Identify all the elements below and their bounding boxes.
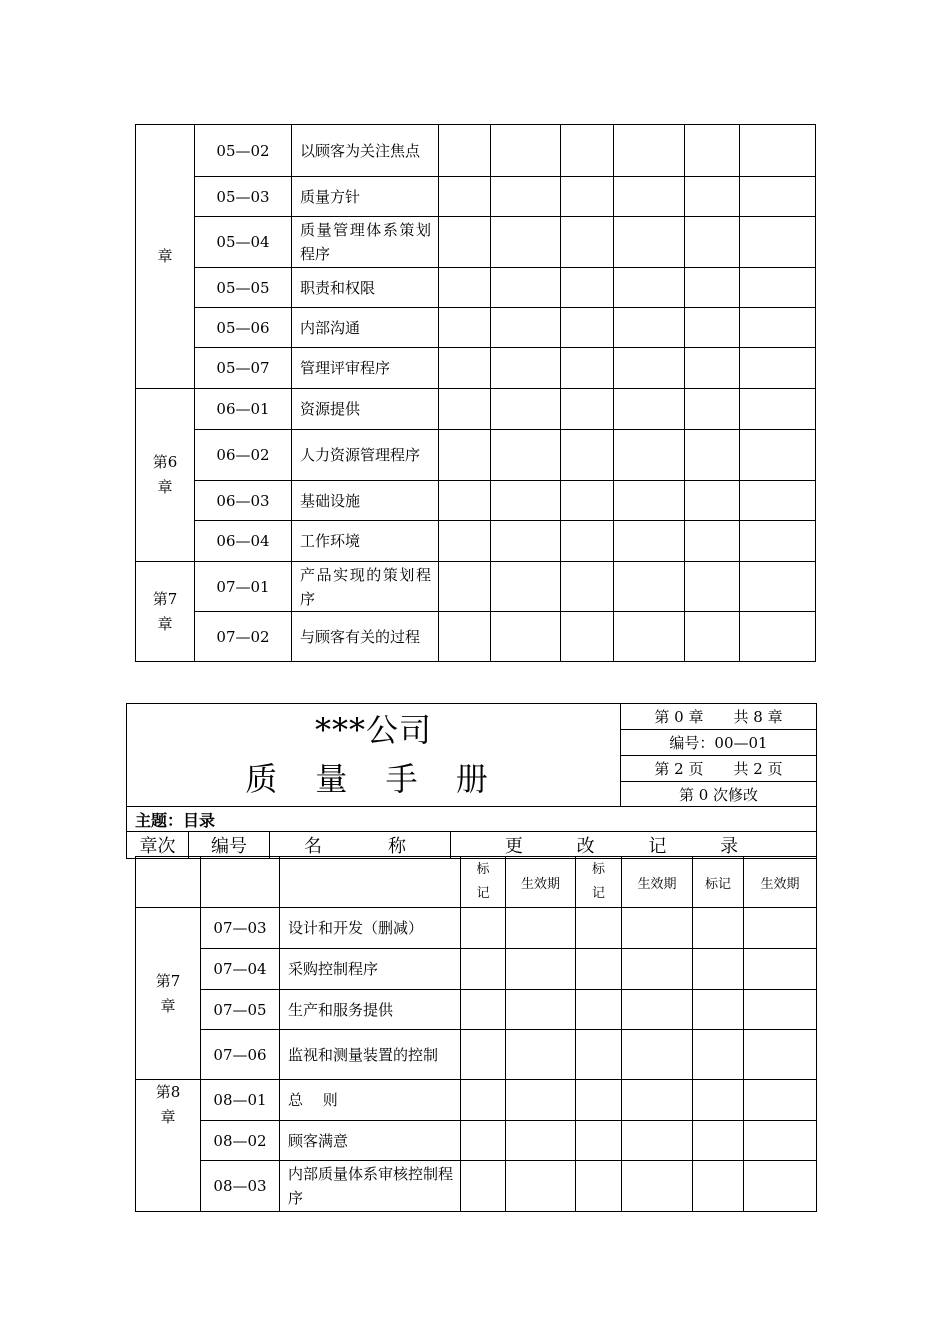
sub-mark-2: 标记 bbox=[576, 857, 622, 908]
name-cell: 设计和开发（删减） bbox=[280, 908, 461, 949]
change-record-cell bbox=[561, 612, 614, 662]
change-record-cell bbox=[491, 430, 561, 481]
change-record-cell bbox=[693, 908, 744, 949]
subject-label: 主题：目录 bbox=[127, 807, 817, 832]
change-record-cell bbox=[614, 268, 685, 308]
table-row bbox=[136, 521, 816, 562]
table-row bbox=[136, 1080, 817, 1121]
change-record-cell bbox=[685, 308, 740, 348]
change-record-cell bbox=[439, 521, 491, 562]
code-cell: 06—01 bbox=[195, 389, 292, 430]
name-cell: 基础设施 bbox=[292, 481, 439, 521]
bottom-contents-table bbox=[135, 856, 817, 1212]
change-record-cell bbox=[622, 1121, 693, 1161]
name-cell: 质量方针 bbox=[292, 177, 439, 217]
code-cell: 07—01 bbox=[195, 562, 292, 612]
table-row bbox=[136, 308, 816, 348]
change-record-cell bbox=[439, 308, 491, 348]
chapter-cell: 第8章 bbox=[136, 1080, 201, 1212]
col-code: 编号 bbox=[189, 832, 270, 859]
chapter-cell: 第6章 bbox=[136, 389, 195, 562]
top-contents-table bbox=[135, 124, 816, 662]
code-cell: 07—04 bbox=[201, 949, 280, 990]
change-record-cell bbox=[614, 430, 685, 481]
change-record-cell bbox=[439, 389, 491, 430]
change-record-cell bbox=[685, 481, 740, 521]
table-row bbox=[136, 1030, 817, 1080]
table-row bbox=[136, 177, 816, 217]
change-record-cell bbox=[622, 908, 693, 949]
change-record-cell bbox=[461, 1161, 506, 1212]
change-record-cell bbox=[685, 348, 740, 389]
change-record-cell bbox=[439, 612, 491, 662]
name-cell: 顾客满意 bbox=[280, 1121, 461, 1161]
code-cell: 07—06 bbox=[201, 1030, 280, 1080]
change-record-cell bbox=[491, 389, 561, 430]
change-record-cell bbox=[439, 177, 491, 217]
sub-date-1: 生效期 bbox=[506, 857, 576, 908]
chapter-cell: 第7章 bbox=[136, 562, 195, 662]
change-record-cell bbox=[614, 125, 685, 177]
change-record-cell bbox=[740, 389, 816, 430]
change-record-cell bbox=[439, 268, 491, 308]
change-record-cell bbox=[561, 389, 614, 430]
code-cell: 05—07 bbox=[195, 348, 292, 389]
change-record-cell bbox=[506, 990, 576, 1030]
code-cell: 07—02 bbox=[195, 612, 292, 662]
table-row bbox=[136, 562, 816, 612]
change-record-cell bbox=[740, 481, 816, 521]
change-record-cell bbox=[561, 217, 614, 268]
change-record-cell bbox=[614, 348, 685, 389]
change-record-cell bbox=[461, 908, 506, 949]
table-row bbox=[136, 389, 816, 430]
change-record-cell bbox=[576, 908, 622, 949]
change-record-cell bbox=[744, 1121, 817, 1161]
change-record-cell bbox=[439, 348, 491, 389]
table-row bbox=[136, 348, 816, 389]
change-record-cell bbox=[740, 430, 816, 481]
change-record-cell bbox=[576, 1121, 622, 1161]
change-record-cell bbox=[561, 481, 614, 521]
change-record-cell bbox=[693, 949, 744, 990]
name-cell: 资源提供 bbox=[292, 389, 439, 430]
name-cell: 内部沟通 bbox=[292, 308, 439, 348]
change-record-cell bbox=[491, 308, 561, 348]
name-cell: 质量管理体系策划程序 bbox=[292, 217, 439, 268]
manual-header bbox=[126, 703, 817, 832]
sub-mark-1: 标记 bbox=[461, 857, 506, 908]
code-cell: 05—05 bbox=[195, 268, 292, 308]
change-record-cell bbox=[506, 949, 576, 990]
name-cell: 监视和测量装置的控制 bbox=[280, 1030, 461, 1080]
change-record-cell bbox=[693, 1030, 744, 1080]
change-record-cell bbox=[744, 990, 817, 1030]
column-header-row bbox=[126, 831, 817, 859]
change-record-cell bbox=[744, 908, 817, 949]
change-record-cell bbox=[461, 990, 506, 1030]
change-record-cell bbox=[740, 217, 816, 268]
change-record-cell bbox=[685, 612, 740, 662]
name-cell: 生产和服务提供 bbox=[280, 990, 461, 1030]
change-record-cell bbox=[439, 481, 491, 521]
change-record-cell bbox=[461, 949, 506, 990]
manual-title: 质 量 手 册 bbox=[245, 760, 502, 798]
code-cell: 07—03 bbox=[201, 908, 280, 949]
sub-date-2: 生效期 bbox=[622, 857, 693, 908]
name-cell: 与顾客有关的过程 bbox=[292, 612, 439, 662]
change-record-cell bbox=[561, 177, 614, 217]
change-record-cell bbox=[614, 389, 685, 430]
change-record-cell bbox=[561, 268, 614, 308]
change-record-cell bbox=[685, 217, 740, 268]
change-record-cell bbox=[576, 1161, 622, 1212]
change-record-cell bbox=[561, 125, 614, 177]
change-record-cell bbox=[439, 430, 491, 481]
table-row bbox=[136, 1121, 817, 1161]
change-record-cell bbox=[693, 1121, 744, 1161]
change-record-cell bbox=[561, 562, 614, 612]
change-record-cell bbox=[576, 949, 622, 990]
name-cell: 管理评审程序 bbox=[292, 348, 439, 389]
change-record-cell bbox=[740, 268, 816, 308]
change-record-cell bbox=[740, 612, 816, 662]
col-name: 名 称 bbox=[270, 832, 451, 859]
table-row bbox=[136, 612, 816, 662]
change-record-cell bbox=[685, 521, 740, 562]
change-record-cell bbox=[561, 308, 614, 348]
change-record-cell bbox=[622, 990, 693, 1030]
col-changes: 更 改 记 录 bbox=[451, 832, 817, 859]
change-record-cell bbox=[740, 521, 816, 562]
change-record-cell bbox=[439, 562, 491, 612]
code-cell: 08—03 bbox=[201, 1161, 280, 1212]
change-record-cell bbox=[491, 562, 561, 612]
change-record-cell bbox=[740, 562, 816, 612]
change-record-cell bbox=[744, 949, 817, 990]
change-record-cell bbox=[491, 268, 561, 308]
change-record-cell bbox=[622, 1030, 693, 1080]
change-record-cell bbox=[491, 521, 561, 562]
change-record-cell bbox=[506, 1121, 576, 1161]
change-record-cell bbox=[614, 217, 685, 268]
table-row bbox=[136, 430, 816, 481]
change-record-cell bbox=[491, 177, 561, 217]
change-record-cell bbox=[744, 1080, 817, 1121]
chapter-cell: 第7章 bbox=[136, 908, 201, 1080]
name-cell: 内部质量体系审核控制程序 bbox=[280, 1161, 461, 1212]
sub-header-row bbox=[136, 857, 817, 908]
table-row bbox=[136, 217, 816, 268]
change-record-cell bbox=[461, 1121, 506, 1161]
name-cell: 产品实现的策划程序 bbox=[292, 562, 439, 612]
table-row bbox=[136, 481, 816, 521]
change-record-cell bbox=[461, 1080, 506, 1121]
code-cell: 05—06 bbox=[195, 308, 292, 348]
change-record-cell bbox=[614, 521, 685, 562]
change-record-cell bbox=[614, 481, 685, 521]
change-record-cell bbox=[614, 562, 685, 612]
code-cell: 07—05 bbox=[201, 990, 280, 1030]
change-record-cell bbox=[622, 1080, 693, 1121]
table-row bbox=[136, 125, 816, 177]
change-record-cell bbox=[744, 1030, 817, 1080]
change-record-cell bbox=[622, 1161, 693, 1212]
change-record-cell bbox=[685, 562, 740, 612]
name-cell: 采购控制程序 bbox=[280, 949, 461, 990]
change-record-cell bbox=[614, 612, 685, 662]
change-record-cell bbox=[693, 990, 744, 1030]
change-record-cell bbox=[740, 348, 816, 389]
code-cell: 05—04 bbox=[195, 217, 292, 268]
code-cell: 05—03 bbox=[195, 177, 292, 217]
change-record-cell bbox=[576, 1030, 622, 1080]
company-title: ***公司 bbox=[314, 711, 432, 749]
sub-date-3: 生效期 bbox=[744, 857, 817, 908]
col-chapter: 章次 bbox=[127, 832, 189, 859]
change-record-cell bbox=[740, 177, 816, 217]
code-cell: 08—02 bbox=[201, 1121, 280, 1161]
name-cell: 工作环境 bbox=[292, 521, 439, 562]
name-cell: 总 则 bbox=[280, 1080, 461, 1121]
change-record-cell bbox=[561, 430, 614, 481]
change-record-cell bbox=[685, 389, 740, 430]
change-record-cell bbox=[439, 217, 491, 268]
change-record-cell bbox=[491, 612, 561, 662]
title-cell bbox=[127, 704, 621, 807]
change-record-cell bbox=[506, 1030, 576, 1080]
change-record-cell bbox=[685, 177, 740, 217]
change-record-cell bbox=[685, 125, 740, 177]
change-record-cell bbox=[614, 308, 685, 348]
change-record-cell bbox=[576, 1080, 622, 1121]
change-record-cell bbox=[491, 125, 561, 177]
change-record-cell bbox=[561, 348, 614, 389]
change-record-cell bbox=[744, 1161, 817, 1212]
change-record-cell bbox=[506, 1080, 576, 1121]
change-record-cell bbox=[461, 1030, 506, 1080]
change-record-cell bbox=[740, 308, 816, 348]
sub-mark-3: 标记 bbox=[693, 857, 744, 908]
table-row bbox=[136, 1161, 817, 1212]
table-row bbox=[136, 949, 817, 990]
change-record-cell bbox=[491, 217, 561, 268]
change-record-cell bbox=[740, 125, 816, 177]
change-record-cell bbox=[506, 908, 576, 949]
change-record-cell bbox=[561, 521, 614, 562]
code-cell: 06—02 bbox=[195, 430, 292, 481]
change-record-cell bbox=[685, 268, 740, 308]
code-cell: 06—04 bbox=[195, 521, 292, 562]
code-cell: 08—01 bbox=[201, 1080, 280, 1121]
code-cell: 06—03 bbox=[195, 481, 292, 521]
change-record-cell bbox=[622, 949, 693, 990]
change-record-cell bbox=[693, 1080, 744, 1121]
table-row bbox=[136, 990, 817, 1030]
change-record-cell bbox=[506, 1161, 576, 1212]
change-record-cell bbox=[685, 430, 740, 481]
name-cell: 以顾客为关注焦点 bbox=[292, 125, 439, 177]
table-row bbox=[136, 268, 816, 308]
change-record-cell bbox=[491, 348, 561, 389]
change-record-cell bbox=[491, 481, 561, 521]
name-cell: 职责和权限 bbox=[292, 268, 439, 308]
chapter-cell: 章 bbox=[136, 125, 195, 389]
change-record-cell bbox=[576, 990, 622, 1030]
chapter-info: 第 0 章 共 8 章 bbox=[621, 704, 817, 730]
table-row bbox=[136, 908, 817, 949]
document-number: 编号：00—01 bbox=[621, 730, 817, 756]
code-cell: 05—02 bbox=[195, 125, 292, 177]
change-record-cell bbox=[439, 125, 491, 177]
page-info: 第 2 页 共 2 页 bbox=[621, 756, 817, 782]
name-cell: 人力资源管理程序 bbox=[292, 430, 439, 481]
revision-info: 第 0 次修改 bbox=[621, 782, 817, 807]
change-record-cell bbox=[693, 1161, 744, 1212]
change-record-cell bbox=[614, 177, 685, 217]
